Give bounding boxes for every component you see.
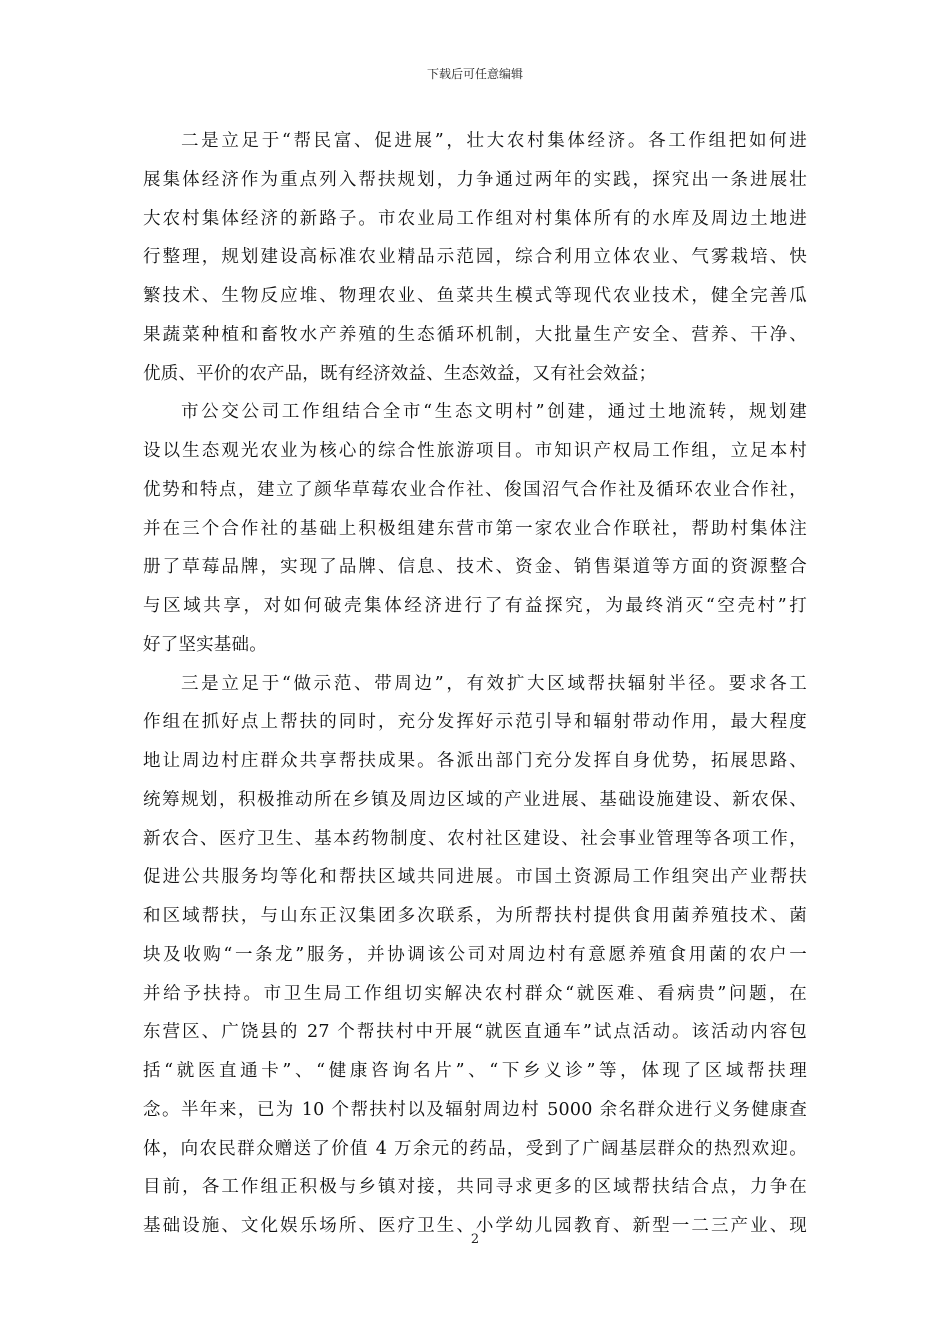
text-line: 并在三个合作社的基础上积极组建东营市第一家农业合作联社，帮助村集体注 [143,518,807,539]
text-line: 与区域共享，对如何破壳集体经济进行了有益探究，为最终消灭“空壳村”打 [143,596,807,616]
text-line: 基础设施、文化娱乐场所、医疗卫生、小学幼儿园教育、新型一二三产业、现 [143,1216,807,1236]
page-number: 2 [470,1232,480,1247]
text-line: 市公交公司工作组结合全市“生态文明村”创建，通过土地流转，规划建 [181,402,807,423]
text-line: 地让周边村庄群众共享帮扶成果。各派出部门充分发挥自身优势，拓展思路、 [143,751,807,771]
text-line: 展集体经济作为重点列入帮扶规划，力争通过两年的实践，探究出一条进展壮 [143,169,807,190]
text-line: 块及收购“一条龙”服务，并协调该公司对周边村有意愿养殖食用菌的农户一 [143,944,807,965]
text-line: 册了草莓品牌，实现了品牌、信息、技术、资金、销售渠道等方面的资源整合 [143,557,807,578]
text-line: 果蔬菜种植和畜牧水产养殖的生态循环机制，大批量生产安全、营养、干净、 [143,324,807,345]
text-line: 念。半年来，已为 10 个帮扶村以及辐射周边村 5000 余名群众进行义务健康查 [143,1099,807,1120]
text-line: 行整理，规划建设高标准农业精品示范园，综合利用立体农业、气雾栽培、快 [143,247,807,268]
text-line: 二是立足于“帮民富、促进展”，壮大农村集体经济。各工作组把如何进 [181,131,807,151]
document-body [143,126,807,1250]
text-line: 优质、平价的农产品，既有经济效益、生态效益，又有社会效益； [143,363,657,384]
text-line: 东营区、广饶县的 27 个帮扶村中开展“就医直通车”试点活动。该活动内容包 [143,1022,807,1043]
text-line: 三是立足于“做示范、带周边”，有效扩大区域帮扶辐射半径。要求各工 [181,673,807,694]
text-line: 体，向农民群众赠送了价值 4 万余元的药品，受到了广阔基层群众的热烈欢迎。 [143,1138,807,1159]
text-line: 新农合、医疗卫生、基本药物制度、农村社区建设、社会事业管理等各项工作， [143,828,807,849]
text-line: 并给予扶持。市卫生局工作组切实解决农村群众“就医难、看病贵”问题，在 [143,983,807,1004]
text-line: 统筹规划，积极推动所在乡镇及周边区域的产业进展、基础设施建设、新农保、 [143,789,807,810]
text-line: 目前，各工作组正积极与乡镇对接，共同寻求更多的区域帮扶结合点，力争在 [143,1177,807,1198]
text-line: 括“就医直通卡”、“健康咨询名片”、“下乡义诊”等，体现了区域帮扶理 [143,1061,807,1081]
text-line: 优势和特点，建立了颜华草莓农业合作社、俊国沼气合作社及循环农业合作社， [143,479,807,500]
text-line: 繁技术、生物反应堆、物理农业、鱼菜共生模式等现代农业技术，健全完善瓜 [143,286,807,306]
text-line: 和区域帮扶，与山东正汉集团多次联系，为所帮扶村提供食用菌养殖技术、菌 [143,906,807,926]
page-header: 下载后可任意编辑 [426,67,523,81]
text-line: 作组在抓好点上帮扶的同时，充分发挥好示范引导和辐射带动作用，最大程度 [143,712,807,733]
text-line: 大农村集体经济的新路子。市农业局工作组对村集体所有的水库及周边土地进 [143,208,807,229]
text-line: 好了坚实基础。 [143,634,267,655]
text-line: 促进公共服务均等化和帮扶区域共同进展。市国土资源局工作组突出产业帮扶 [143,867,807,888]
text-line: 设以生态观光农业为核心的综合性旅游项目。市知识产权局工作组，立足本村 [143,441,807,461]
